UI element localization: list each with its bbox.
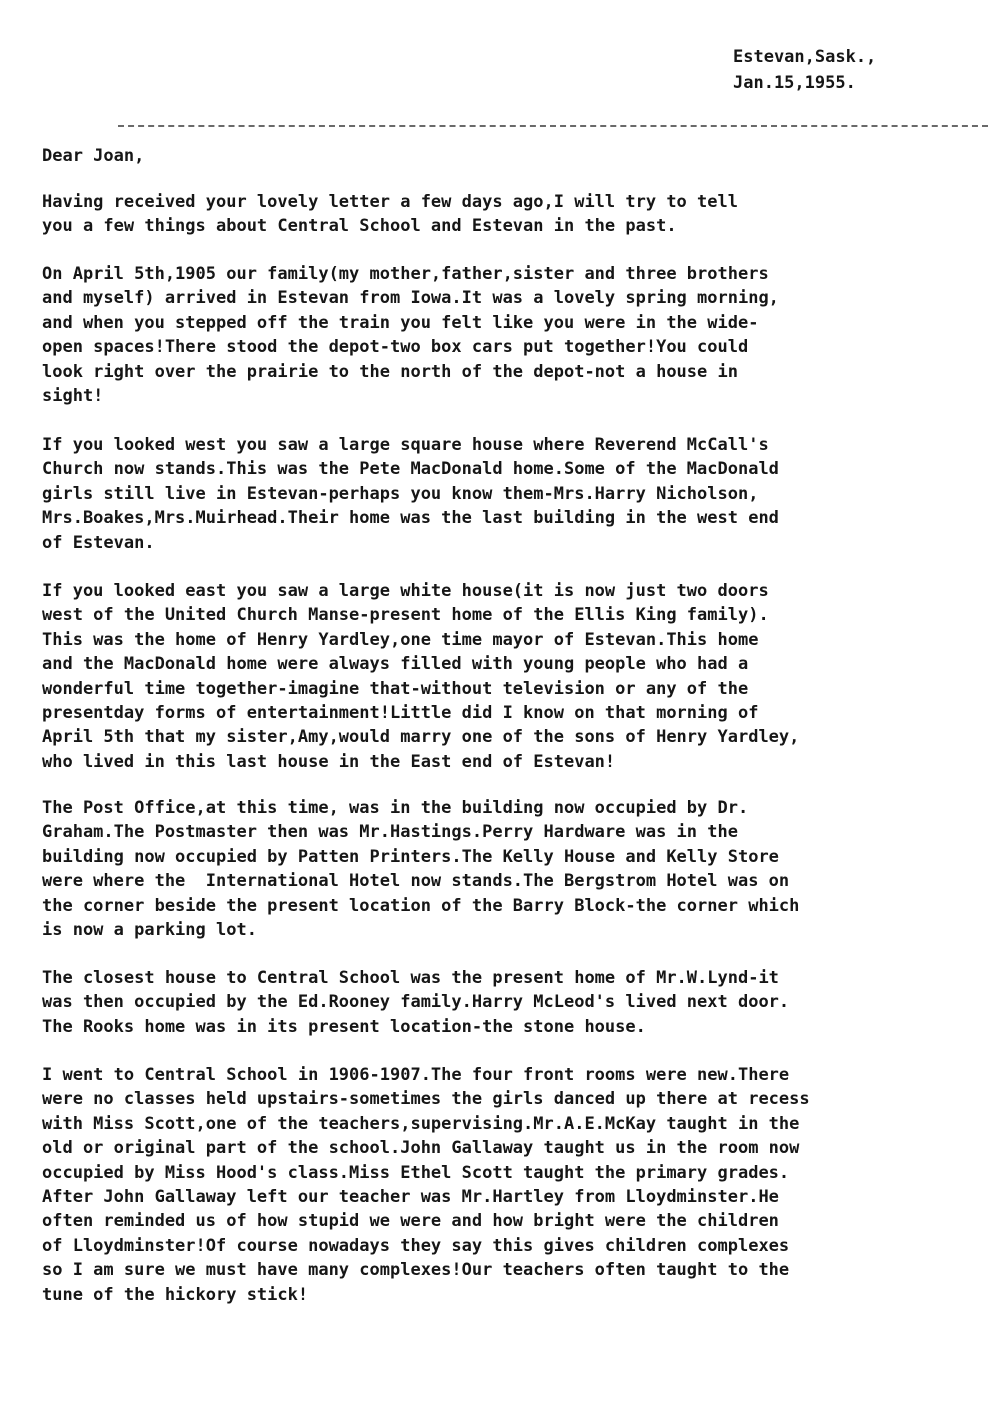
- paragraph-7: [42, 1063, 810, 1307]
- paragraph-line: open spaces!There stood the depot-two box cars put together!You could: [42, 337, 749, 358]
- paragraph-line: who lived in this last house in the East end of Estevan!: [42, 751, 616, 772]
- paragraph-line: of Estevan.: [42, 532, 155, 553]
- paragraph-3: [42, 433, 779, 555]
- paragraph-line: so I am sure we must have many complexes!Our teachers often taught to the: [42, 1260, 790, 1281]
- paragraph-4: [42, 579, 799, 774]
- paragraph-line: girls still live in Estevan-perhaps you know them-Mrs.Harry Nicholson,: [42, 483, 759, 504]
- paragraph-line: building now occupied by Patten Printers.The Kelly House and Kelly Store: [42, 846, 779, 867]
- paragraph-2: [42, 262, 779, 408]
- letter-heading-place-date: [733, 44, 876, 96]
- paragraph-line: old or original part of the school.John Gallaway taught us in the room now: [42, 1138, 800, 1159]
- paragraph-line: with Miss Scott,one of the teachers,supervising.Mr.A.E.McKay taught in the: [42, 1113, 800, 1134]
- paragraph-1: [42, 190, 738, 239]
- paragraph-line: Having received your lovely letter a few days ago,I will try to tell: [42, 192, 738, 212]
- paragraph-line: and when you stepped off the train you felt like you were in the wide-: [42, 312, 759, 333]
- paragraph-line: The Rooks home was in its present location-the stone house.: [42, 1016, 646, 1037]
- paragraph-line: Mrs.Boakes,Mrs.Muirhead.Their home was the last building in the west end: [42, 508, 779, 529]
- paragraph-line: was then occupied by the Ed.Rooney family.Harry McLeod's lived next door.: [42, 992, 790, 1013]
- paragraph-line: This was the home of Henry Yardley,one time mayor of Estevan.This home: [42, 629, 759, 650]
- paragraph-line: sight!: [42, 386, 104, 407]
- paragraph-line: occupied by Miss Hood's class.Miss Ethel Scott taught the primary grades.: [42, 1162, 790, 1183]
- paragraph-line: If you looked west you saw a large square house where Reverend McCall's: [42, 435, 769, 455]
- letter-salutation: Dear Joan,: [42, 146, 145, 166]
- paragraph-5: [42, 796, 799, 942]
- paragraph-line: were no classes held upstairs-sometimes the girls danced up there at recess: [42, 1089, 810, 1110]
- paragraph-line: is now a parking lot.: [42, 920, 257, 941]
- paragraph-line: The closest house to Central School was the present home of Mr.W.Lynd-it: [42, 968, 779, 988]
- paragraph-line: presentday forms of entertainment!Little did I know on that morning of: [42, 703, 759, 724]
- paragraph-line: often reminded us of how stupid we were and how bright were the children: [42, 1211, 779, 1232]
- paragraph-line: The Post Office,at this time, was in the building now occupied by Dr.: [42, 798, 749, 818]
- heading-divider-line: [118, 125, 988, 127]
- paragraph-line: look right over the prairie to the north of the depot-not a house in: [42, 361, 738, 382]
- paragraph-line: the corner beside the present location of the Barry Block-the corner which: [42, 895, 800, 916]
- paragraph-line: tune of the hickory stick!: [42, 1284, 309, 1305]
- paragraph-line: Church now stands.This was the Pete MacDonald home.Some of the MacDonald: [42, 459, 779, 480]
- paragraph-line: If you looked east you saw a large white house(it is now just two doors: [42, 581, 769, 601]
- paragraph-line: I went to Central School in 1906-1907.The four front rooms were new.There: [42, 1065, 790, 1085]
- paragraph-line: On April 5th,1905 our family(my mother,father,sister and three brothers: [42, 264, 769, 284]
- letter-date: Jan.15,1955.: [733, 73, 856, 93]
- paragraph-line: of Lloydminster!Of course nowadays they say this gives children complexes: [42, 1235, 790, 1256]
- paragraph-line: you a few things about Central School and Estevan in the past.: [42, 216, 677, 237]
- paragraph-line: After John Gallaway left our teacher was Mr.Hartley from Lloydminster.He: [42, 1187, 779, 1208]
- paragraph-line: and myself) arrived in Estevan from Iowa.It was a lovely spring morning,: [42, 288, 779, 309]
- letter-place: Estevan,Sask.,: [733, 47, 877, 67]
- paragraph-line: April 5th that my sister,Amy,would marry one of the sons of Henry Yardley,: [42, 727, 800, 748]
- paragraph-6: [42, 966, 789, 1039]
- paragraph-line: and the MacDonald home were always filled with young people who had a: [42, 654, 749, 675]
- paragraph-line: west of the United Church Manse-present home of the Ellis King family).: [42, 605, 769, 626]
- paragraph-line: were where the International Hotel now stands.The Bergstrom Hotel was on: [42, 871, 790, 892]
- paragraph-line: Graham.The Postmaster then was Mr.Hastings.Perry Hardware was in the: [42, 822, 738, 843]
- paragraph-line: wonderful time together-imagine that-without television or any of the: [42, 678, 749, 699]
